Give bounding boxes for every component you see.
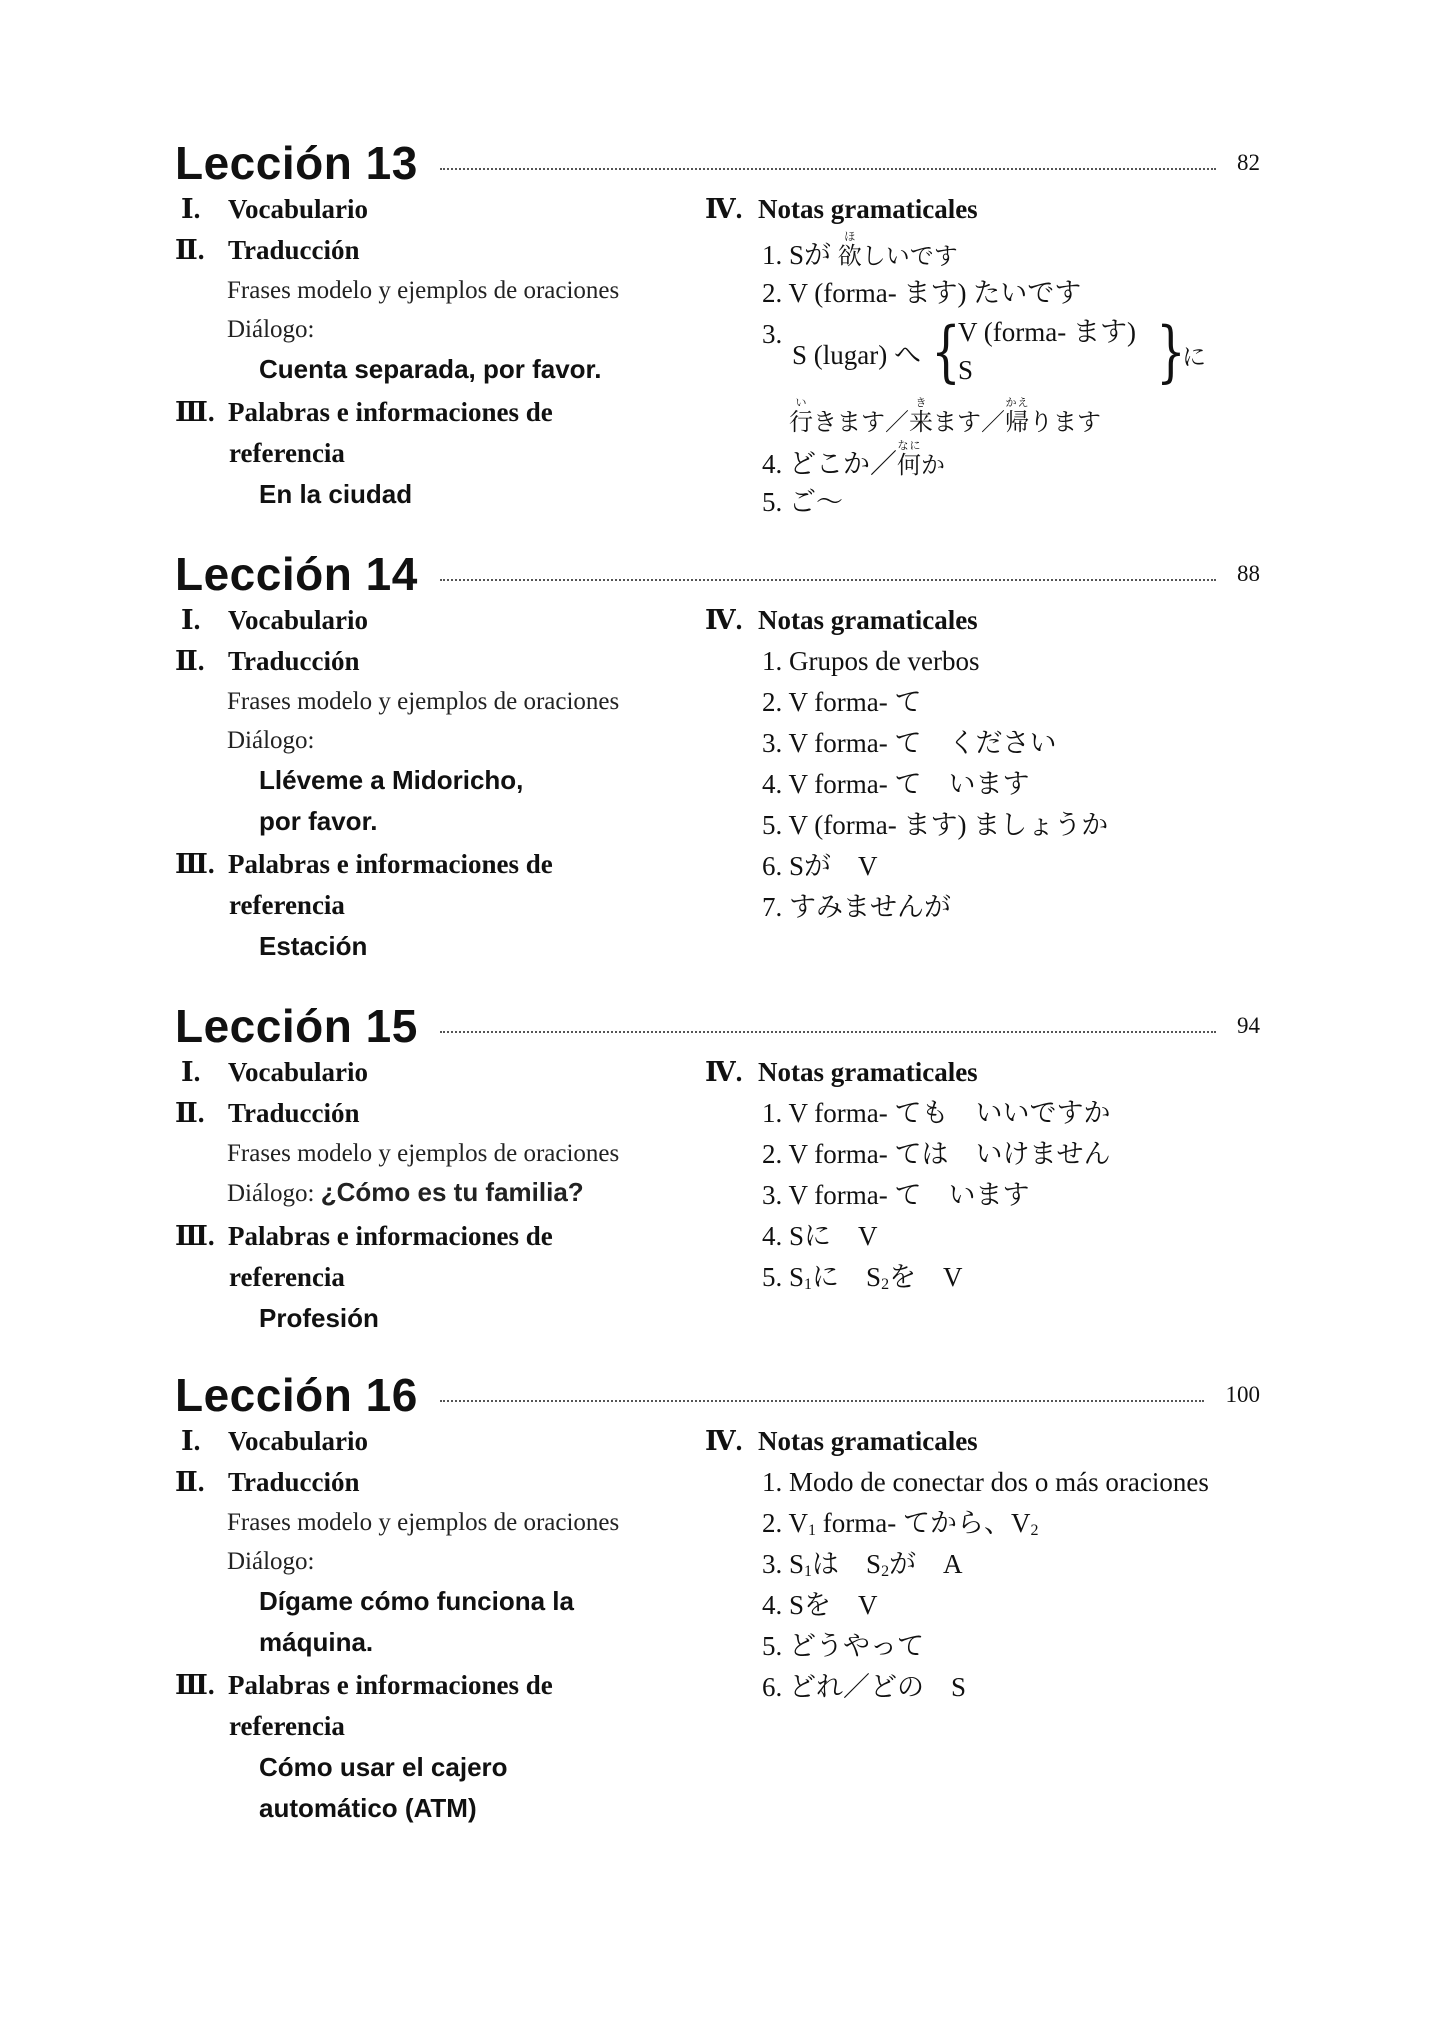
- section-heading[interactable]: Traducción: [228, 646, 360, 676]
- grammar-item[interactable]: 5. V (forma- ます) ましょうか: [762, 810, 1109, 840]
- grammar-item[interactable]: [762, 230, 1322, 273]
- dialog-label: Diálogo:: [227, 316, 315, 343]
- section-heading[interactable]: Notas gramaticales: [758, 1057, 978, 1087]
- lesson-title[interactable]: Lección 16: [175, 1369, 418, 1421]
- section-numeral: Ⅰ.: [181, 1426, 201, 1456]
- lesson-title[interactable]: Lección 14: [175, 548, 418, 600]
- section-heading-cont: referencia: [229, 1711, 345, 1741]
- lesson-header: [175, 1369, 1260, 1421]
- section-notas: [705, 189, 1265, 230]
- dialog-title[interactable]: Dígame cómo funciona la: [259, 1586, 574, 1616]
- section-heading-cont: referencia: [229, 890, 345, 920]
- section-vocabulario: [175, 1421, 695, 1462]
- section-numeral: Ⅳ.: [705, 1426, 743, 1456]
- grammar-item[interactable]: 5. ご～: [762, 487, 843, 517]
- section-traduccion: [175, 641, 695, 682]
- grammar-item[interactable]: 6. どれ／どの S: [762, 1672, 967, 1702]
- grammar-item[interactable]: 3. $S_1$は $S_2$が A: [762, 1549, 963, 1580]
- dialog-label: Diálogo:: [227, 727, 315, 754]
- leader-dots: [440, 1031, 1216, 1033]
- grammar-lead: S (lugar) へ: [792, 340, 921, 370]
- grammar-item[interactable]: 4. Sを V: [762, 1590, 878, 1620]
- section-numeral: Ⅲ.: [175, 849, 215, 879]
- section-palabras: [175, 1665, 695, 1706]
- section-numeral: Ⅱ.: [175, 1467, 205, 1497]
- dialog-title-cont[interactable]: por favor.: [259, 806, 378, 836]
- furigana-word: 何なに: [897, 439, 921, 479]
- section-notas: [705, 1421, 1265, 1462]
- section-notas: [705, 600, 1265, 641]
- dialog-title[interactable]: Cuenta separada, por favor.: [259, 354, 602, 384]
- grammar-item[interactable]: 3. V forma- て ください: [762, 728, 1057, 758]
- reference-topic-cont[interactable]: automático (ATM): [259, 1793, 477, 1823]
- reference-topic[interactable]: En la ciudad: [259, 479, 413, 509]
- subsection-frases[interactable]: Frases modelo y ejemplos de oraciones: [227, 1509, 620, 1536]
- left-column: [175, 1052, 695, 1339]
- dialog-label: Diálogo:: [227, 1180, 315, 1207]
- right-column: [705, 1052, 1265, 1298]
- section-numeral: Ⅳ.: [705, 194, 743, 224]
- section-numeral: Ⅰ.: [181, 1057, 201, 1087]
- subsection-frases[interactable]: Frases modelo y ejemplos de oraciones: [227, 1140, 620, 1167]
- grammar-item-verbs[interactable]: 行いきます／来きます／帰かえります: [789, 396, 1101, 436]
- section-numeral: Ⅰ.: [181, 605, 201, 635]
- section-heading[interactable]: Vocabulario: [228, 1426, 369, 1456]
- furigana-word: 来き: [909, 396, 933, 436]
- section-traduccion: [175, 1093, 695, 1134]
- grammar-text: 1. Sが: [762, 240, 838, 270]
- lesson-16: [175, 1369, 1260, 1823]
- grammar-number: 3.: [762, 319, 783, 349]
- section-numeral: Ⅲ.: [175, 1221, 215, 1251]
- grammar-item[interactable]: 2. V forma- て: [762, 687, 922, 717]
- section-numeral: Ⅱ.: [175, 1098, 205, 1128]
- page-number[interactable]: 82: [1237, 150, 1260, 175]
- section-numeral: Ⅰ.: [181, 194, 201, 224]
- choice-option: S: [958, 355, 974, 385]
- right-column: [705, 600, 1265, 928]
- section-traduccion: [175, 1462, 695, 1503]
- section-heading[interactable]: Notas gramaticales: [758, 1426, 978, 1456]
- subsection-frases[interactable]: Frases modelo y ejemplos de oraciones: [227, 688, 620, 715]
- left-column: [175, 600, 695, 967]
- section-palabras: [175, 844, 695, 885]
- lesson-title[interactable]: Lección 13: [175, 137, 418, 189]
- grammar-particle: に: [1182, 343, 1206, 371]
- section-heading[interactable]: Palabras e informaciones de: [228, 849, 553, 879]
- section-heading[interactable]: Notas gramaticales: [758, 605, 978, 635]
- furigana-word: 帰かえ: [1005, 396, 1029, 436]
- grammar-item[interactable]: 5. $S_1$に $S_2$を V: [762, 1262, 963, 1293]
- reference-topic[interactable]: Cómo usar el cajero: [259, 1752, 508, 1782]
- subsection-frases[interactable]: Frases modelo y ejemplos de oraciones: [227, 277, 620, 304]
- left-column: [175, 1421, 695, 1829]
- grammar-item[interactable]: 4. Sに V: [762, 1221, 878, 1251]
- grammar-item[interactable]: [762, 439, 1322, 482]
- section-notas: [705, 1052, 1265, 1093]
- lesson-14: [175, 548, 1260, 961]
- section-vocabulario: [175, 189, 695, 230]
- grammar-item[interactable]: 1. V forma- ても いいですか: [762, 1098, 1111, 1128]
- section-heading[interactable]: Palabras e informaciones de: [228, 1221, 553, 1251]
- grammar-text: しいです: [861, 242, 958, 270]
- section-numeral: Ⅲ.: [175, 397, 215, 427]
- leader-dots: [440, 579, 1216, 581]
- page-number[interactable]: 94: [1237, 1013, 1260, 1038]
- lesson-15: [175, 1000, 1260, 1333]
- section-heading[interactable]: Notas gramaticales: [758, 194, 978, 224]
- section-heading[interactable]: Palabras e informaciones de: [228, 397, 553, 427]
- reference-topic[interactable]: Estación: [259, 931, 368, 961]
- grammar-item[interactable]: 1. Grupos de verbos: [762, 646, 980, 676]
- section-heading[interactable]: Traducción: [228, 1467, 360, 1497]
- leader-dots: [440, 1400, 1204, 1402]
- leader-dots: [440, 168, 1216, 170]
- lesson-header: [175, 137, 1260, 189]
- grammar-item[interactable]: 1. Modo de conectar dos o más oraciones: [762, 1467, 1209, 1497]
- grammar-text: か: [921, 451, 945, 479]
- right-column: [705, 189, 1265, 523]
- left-column: [175, 189, 695, 515]
- grammar-text: 4. どこか／: [762, 449, 897, 479]
- section-heading[interactable]: Traducción: [228, 235, 360, 265]
- section-heading[interactable]: Vocabulario: [228, 1057, 369, 1087]
- section-heading-cont: referencia: [229, 1262, 345, 1292]
- grammar-item[interactable]: 7. すみませんが: [762, 892, 951, 922]
- dialog-title[interactable]: ¿Cómo es tu familia?: [320, 1177, 584, 1207]
- grammar-item-choice[interactable]: [762, 314, 1322, 396]
- choice-option: V (forma- ます): [958, 317, 1136, 347]
- furigana-word: 欲ほ: [837, 230, 862, 270]
- reference-topic[interactable]: Profesión: [259, 1303, 379, 1333]
- section-numeral: Ⅱ.: [175, 646, 205, 676]
- section-heading[interactable]: Vocabulario: [228, 194, 369, 224]
- furigana-word: 行い: [789, 396, 813, 436]
- lesson-header: [175, 1000, 1260, 1052]
- lesson-13: [175, 137, 1260, 517]
- section-numeral: Ⅳ.: [705, 1057, 743, 1087]
- dialog-title[interactable]: Lléveme a Midoricho,: [259, 765, 524, 795]
- dialog-title-cont[interactable]: máquina.: [259, 1627, 374, 1657]
- grammar-item[interactable]: 2. V forma- ては いけません: [762, 1139, 1111, 1169]
- grammar-item[interactable]: 2. V (forma- ます) たいです: [762, 278, 1082, 308]
- section-palabras: [175, 392, 695, 433]
- section-heading[interactable]: Palabras e informaciones de: [228, 1670, 553, 1700]
- page-number[interactable]: 88: [1237, 561, 1260, 586]
- section-vocabulario: [175, 600, 695, 641]
- section-numeral: Ⅲ.: [175, 1670, 215, 1700]
- section-vocabulario: [175, 1052, 695, 1093]
- section-traduccion: [175, 230, 695, 271]
- grammar-item[interactable]: 6. Sが V: [762, 851, 878, 881]
- left-brace: {: [931, 313, 961, 390]
- dialog-line: [227, 1173, 747, 1212]
- section-heading[interactable]: Traducción: [228, 1098, 360, 1128]
- page-number[interactable]: 100: [1225, 1382, 1260, 1407]
- grammar-item[interactable]: 3. V forma- て います: [762, 1180, 1030, 1210]
- dialog-label: Diálogo:: [227, 1548, 315, 1575]
- section-palabras: [175, 1216, 695, 1257]
- lesson-title[interactable]: Lección 15: [175, 1000, 418, 1052]
- right-brace: }: [1156, 313, 1186, 390]
- right-column: [705, 1421, 1265, 1708]
- grammar-item[interactable]: 4. V forma- て います: [762, 769, 1030, 799]
- section-heading[interactable]: Vocabulario: [228, 605, 369, 635]
- grammar-item[interactable]: 5. どうやって: [762, 1631, 924, 1661]
- section-heading-cont: referencia: [229, 438, 345, 468]
- lesson-header: [175, 548, 1260, 600]
- section-numeral: Ⅳ.: [705, 605, 743, 635]
- grammar-item[interactable]: 2. $V_1$ forma- てから、$V_2$: [762, 1508, 1039, 1539]
- section-numeral: Ⅱ.: [175, 235, 205, 265]
